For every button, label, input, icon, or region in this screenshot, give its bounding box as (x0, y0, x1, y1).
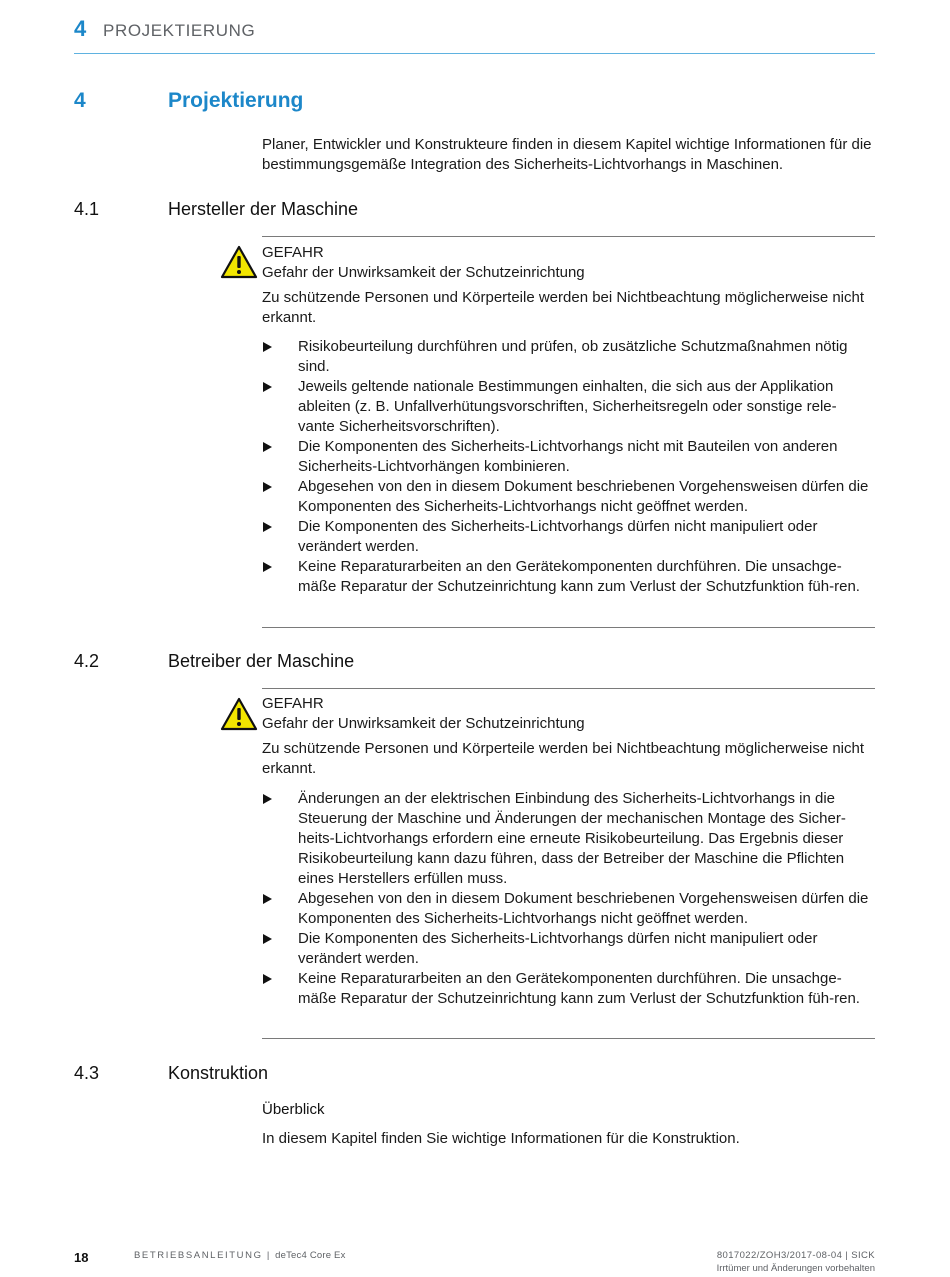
warning-signal-word: GEFAHR (262, 244, 324, 261)
subsection-heading: Überblick (262, 1101, 325, 1118)
bullet-arrow-icon (263, 894, 272, 904)
bullet-arrow-icon (263, 934, 272, 944)
section-text: In diesem Kapitel finden Sie wichtige Informationen für die Konstruktion. (262, 1130, 740, 1147)
chapter-number: 4 (74, 89, 86, 112)
bullet-arrow-icon (263, 522, 272, 532)
list-item: Die Komponenten des Sicherheits-Lichtvorhangs nicht mit Bauteilen von anderen Sicherheits-Lichtvorhängen kombinieren. (262, 437, 872, 477)
list-item: Keine Reparaturarbeiten an den Gerätekomponenten durchführen. Die unsachge-mäße Reparatur der Schutzeinrichtung kann zum Verlust der Schutzfunktion füh-ren. (262, 969, 872, 1009)
bullet-arrow-icon (263, 482, 272, 492)
warning-triangle-icon (220, 697, 258, 731)
footer-document-id: 8017022/ZOH3/2017-08-04 | SICK (716, 1250, 875, 1261)
section-number: 4.2 (74, 651, 100, 671)
page-number: 18 (74, 1250, 89, 1265)
warning-measures-list (262, 789, 872, 1009)
warning-top-rule (262, 688, 875, 689)
warning-triangle-icon (220, 245, 258, 279)
bullet-arrow-icon (263, 442, 272, 452)
section-number: 4.1 (74, 199, 100, 219)
footer-document-title: BETRIEBSANLEITUNG | deTec4 Core Ex (134, 1250, 346, 1261)
section-title: Betreiber der Maschine (168, 651, 355, 671)
bullet-arrow-icon (263, 974, 272, 984)
section-title: Hersteller der Maschine (168, 199, 359, 219)
warning-measures-list (262, 337, 872, 597)
warning-body: Zu schützende Personen und Körperteile werden bei Nichtbeachtung möglicherweise nicht erkannt. (262, 289, 865, 326)
bullet-arrow-icon (263, 342, 272, 352)
list-item: Die Komponenten des Sicherheits-Lichtvorhangs dürfen nicht manipuliert oder verändert werden. (262, 517, 872, 557)
running-header-chapter-title: PROJEKTIERUNG (103, 21, 256, 40)
section-title: Konstruktion (168, 1063, 269, 1083)
bullet-arrow-icon (263, 794, 272, 804)
bullet-arrow-icon (263, 382, 272, 392)
header-divider (74, 53, 875, 54)
running-header-chapter-number: 4 (74, 16, 87, 41)
chapter-title: Projektierung (168, 89, 304, 112)
list-item: Abgesehen von den in diesem Dokument beschriebenen Vorgehensweisen dürfen die Komponenten des Sicherheits-Lichtvorhangs nicht geöffnet werden. (262, 477, 872, 517)
list-item: Keine Reparaturarbeiten an den Gerätekomponenten durchführen. Die unsachge-mäße Reparatur der Schutzeinrichtung kann zum Verlust der Schutzfunktion füh-ren. (262, 557, 872, 597)
section-number: 4.3 (74, 1063, 100, 1083)
warning-subtitle: Gefahr der Unwirksamkeit der Schutzeinrichtung (262, 715, 585, 732)
footer-disclaimer: Irrtümer und Änderungen vorbehalten (716, 1263, 875, 1274)
warning-bottom-rule (262, 1038, 875, 1039)
list-item: Jeweils geltende nationale Bestimmungen einhalten, die sich aus der Applikation ableiten (z. B. Unfallverhütungsvorschriften, Sicherheitsregeln oder sonstige rele-vante Sicherheitsvorschriften). (262, 377, 872, 437)
warning-top-rule (262, 236, 875, 237)
bullet-arrow-icon (263, 562, 272, 572)
list-item: Abgesehen von den in diesem Dokument beschriebenen Vorgehensweisen dürfen die Komponenten des Sicherheits-Lichtvorhangs nicht geöffnet werden. (262, 889, 872, 929)
warning-body: Zu schützende Personen und Körperteile werden bei Nichtbeachtung möglicherweise nicht erkannt. (262, 740, 865, 777)
chapter-intro: Planer, Entwickler und Konstrukteure finden in diesem Kapitel wichtige Informationen für die bestimmungsgemäße Integration des Sicherheits-Lichtvorhangs in Maschinen. (262, 136, 872, 173)
warning-signal-word: GEFAHR (262, 695, 324, 712)
warning-bottom-rule (262, 627, 875, 628)
list-item: Die Komponenten des Sicherheits-Lichtvorhangs dürfen nicht manipuliert oder verändert werden. (262, 929, 872, 969)
list-item: Risikobeurteilung durchführen und prüfen, ob zusätzliche Schutzmaßnahmen nötig sind. (262, 337, 872, 377)
warning-subtitle: Gefahr der Unwirksamkeit der Schutzeinrichtung (262, 264, 585, 281)
list-item: Änderungen an der elektrischen Einbindung des Sicherheits-Lichtvorhangs in die Steuerung der Maschine und Änderungen der mechanischen Montage des Sicher-heits-Lichtvorhangs erfordern eine erneute Risikobeurteilung. Das Ergebnis dieser Risikobeurteilung kann dazu führen, dass der Betreiber der Maschine die Pflichten eines Herstellers erfüllen muss. (262, 789, 872, 889)
